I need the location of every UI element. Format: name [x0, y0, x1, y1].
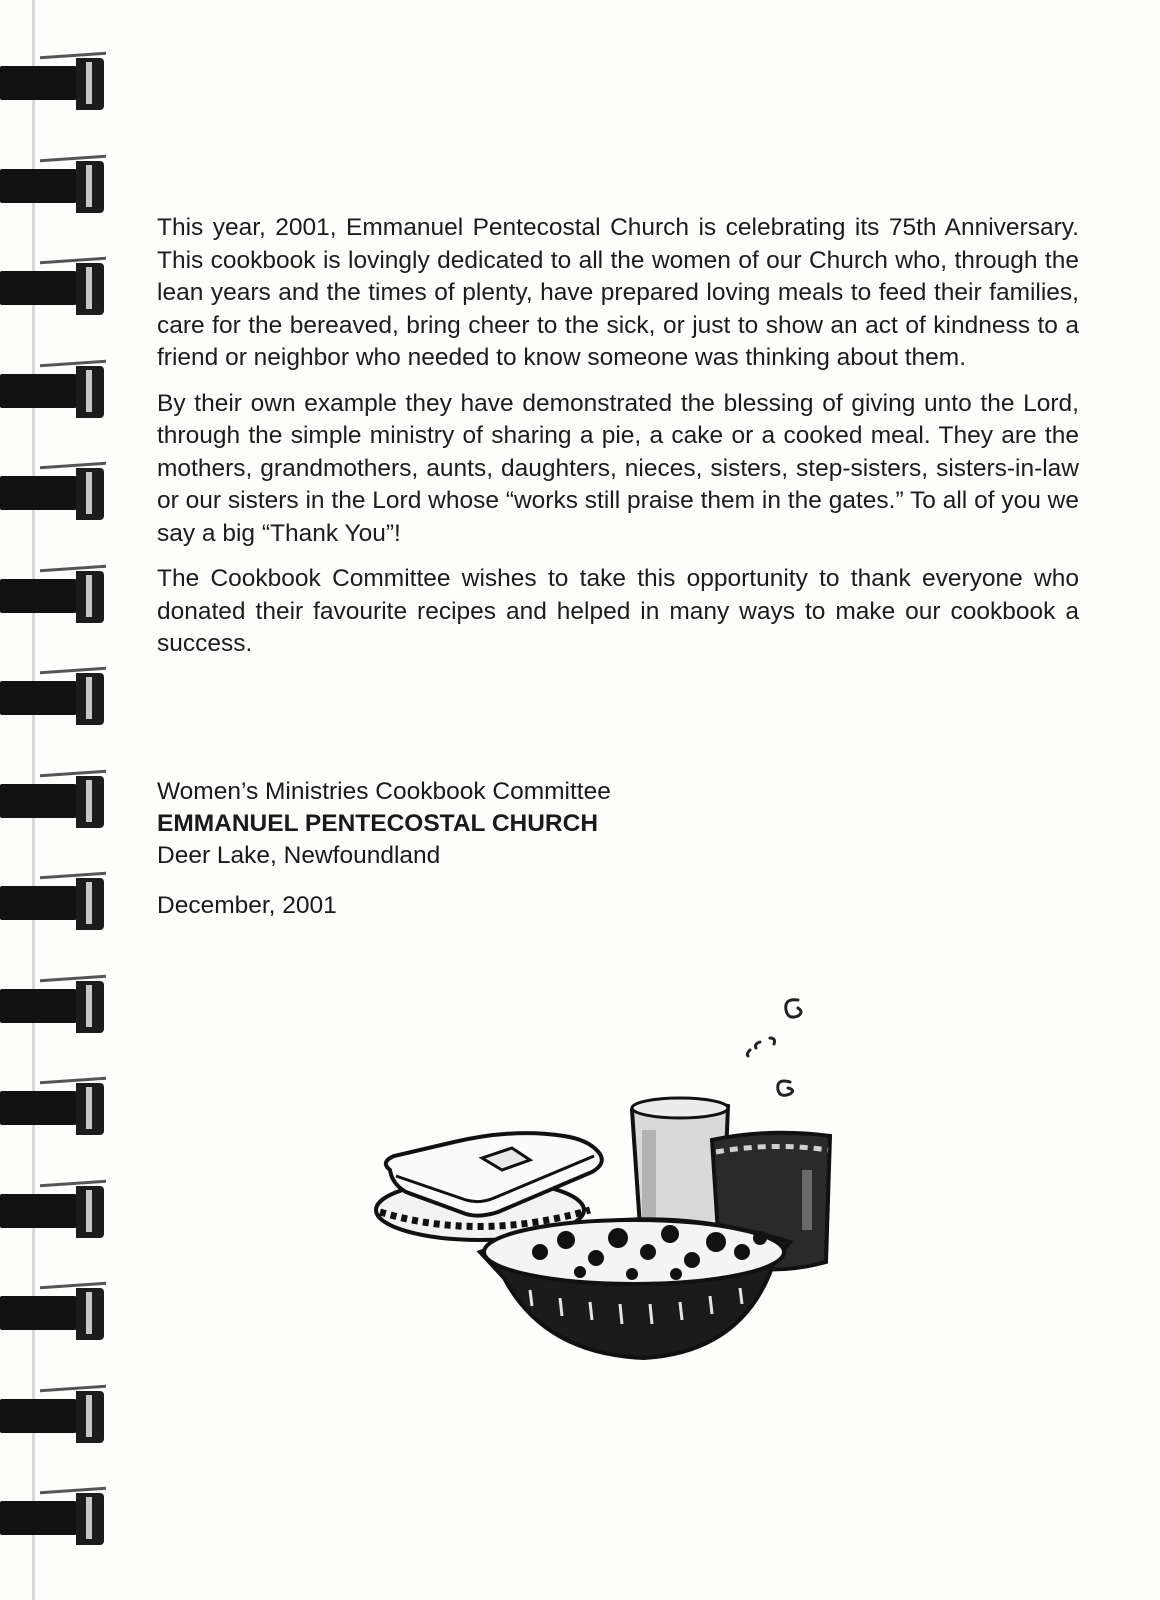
- spiral-binding: [0, 0, 115, 1600]
- binding-coil: [0, 667, 110, 727]
- binding-coil: [0, 975, 110, 1035]
- binding-coil: [0, 1077, 110, 1137]
- steam-icon: [747, 1000, 801, 1096]
- binding-coil: [0, 565, 110, 625]
- binding-coil: [0, 462, 110, 522]
- binding-coil: [0, 1282, 110, 1342]
- binding-coil: [0, 1180, 110, 1240]
- binding-coil: [0, 52, 110, 112]
- church-name: EMMANUEL PENTECOSTAL CHURCH: [157, 810, 599, 837]
- binding-coil: [0, 1487, 110, 1547]
- breakfast-meal-icon: [370, 990, 890, 1390]
- dedication-date: December, 2001: [157, 892, 337, 919]
- binding-coil: [0, 257, 110, 317]
- dedication-paragraph-2: By their own example they have demonstrated the blessing of giving unto the Lord, through the simple ministry of sharing a pie, a cake or a cooked meal. They are the mothers, grandmothers, aunts, daughters, nieces, sisters, step-sisters, sisters-in-law or our sisters in the Lord whose “works still praise them in the gates.” To all of you we say a big “Thank You”!: [157, 389, 1079, 547]
- binding-coil: [0, 770, 110, 830]
- binding-coil: [0, 1385, 110, 1445]
- binding-coil: [0, 360, 110, 420]
- dedication-paragraph-1: This year, 2001, Emmanuel Pentecostal Church is celebrating its 75th Anniversary. This cookbook is lovingly dedicated to all the women of our Church who, through the lean years and the times of plenty, have prepared loving meals to feed their families, care for the bereaved, bring cheer to the sick, or just to show an act of kindness to a friend or neighbor who needed to know someone was thinking about them.: [157, 214, 1079, 371]
- dedication-text: [157, 212, 1079, 674]
- binding-coil: [0, 155, 110, 215]
- church-location: Deer Lake, Newfoundland: [157, 842, 441, 869]
- committee-name: Women’s Ministries Cookbook Committee: [157, 778, 611, 805]
- binding-coil: [0, 872, 110, 932]
- dedication-paragraph-3: The Cookbook Committee wishes to take this opportunity to thank everyone who donated their favourite recipes and helped in many ways to make our cookbook a success.: [157, 565, 1079, 657]
- signature-block: [157, 776, 957, 872]
